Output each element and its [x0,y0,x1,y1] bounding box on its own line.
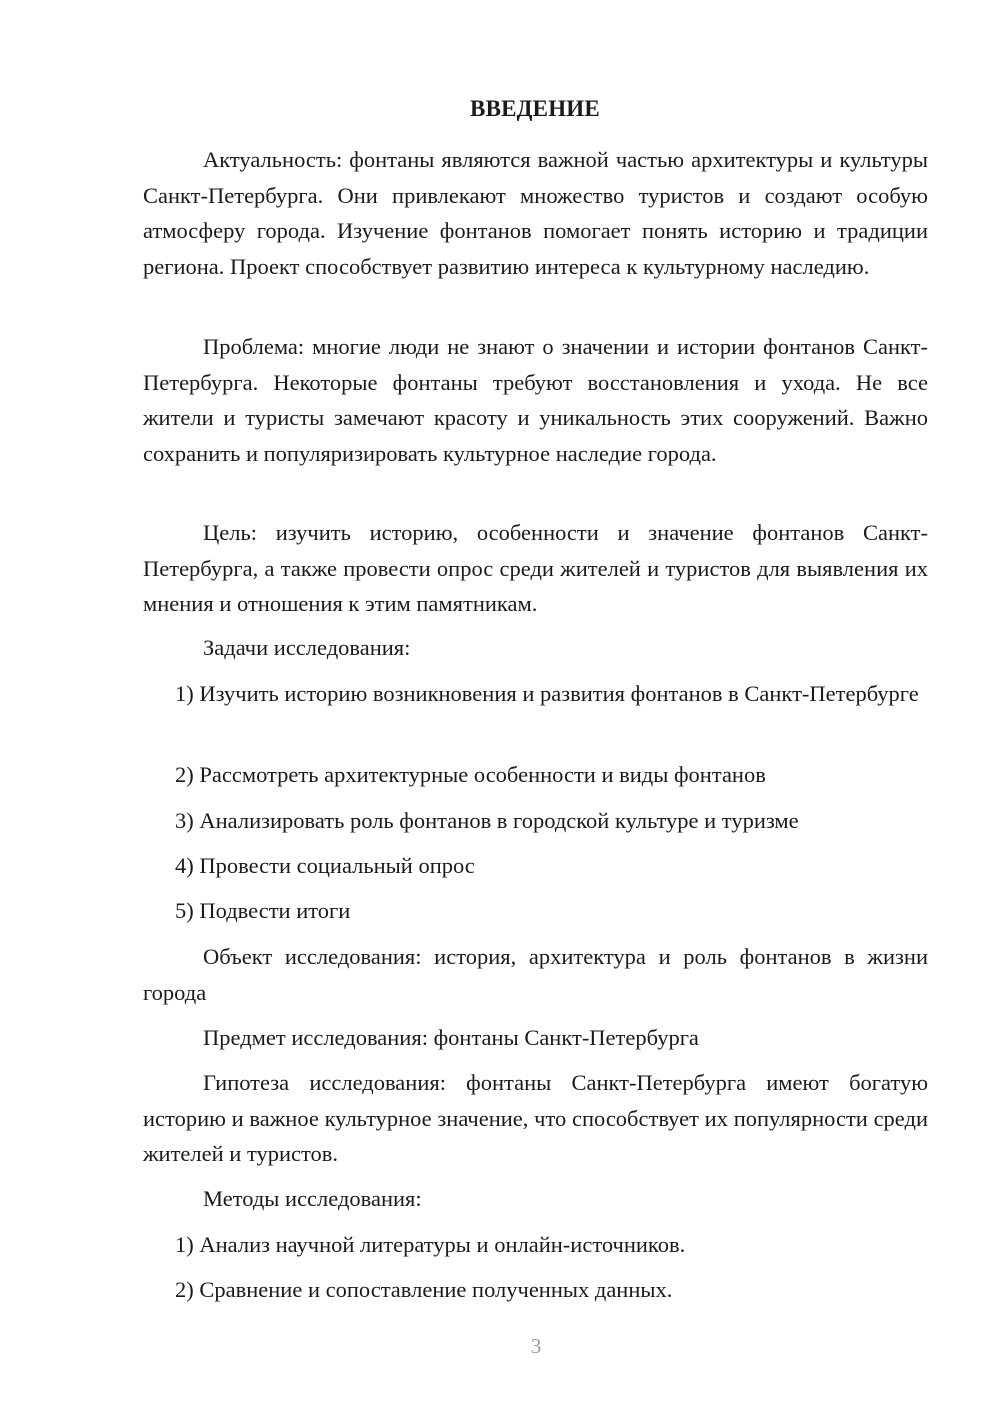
tasks-heading: Задачи исследования: [203,635,411,660]
method-item-2: 2) Сравнение и сопоставление полученных данных. [175,1277,673,1302]
task-item-1: 1) Изучить историю возникновения и развития фонтанов в Санкт-Петербурге [175,681,919,706]
task-item-5: 5) Подвести итоги [175,898,351,923]
task-item-4: 4) Провести социальный опрос [175,853,475,878]
task-item-3: 3) Анализировать роль фонтанов в городской культуре и туризме [175,808,799,833]
subject-paragraph: Предмет исследования: фонтаны Санкт-Петербурга [203,1025,699,1050]
task-item-2: 2) Рассмотреть архитектурные особенности и виды фонтанов [175,762,766,787]
goal-paragraph: Цель: изучить историю, особенности и значение фонтанов Санкт-Петербурга, а также провести опрос среди жителей и туристов для выявления их мнения и отношения к этим памятникам. [143,520,928,616]
page-number: 3 [530,1334,542,1358]
method-item-1: 1) Анализ научной литературы и онлайн-источников. [175,1232,686,1257]
methods-heading: Методы исследования: [203,1186,422,1211]
hypothesis-paragraph: Гипотеза исследования: фонтаны Санкт-Петербурга имеют богатую историю и важное культурное значение, что способствует их популярности среди жителей и туристов. [143,1070,928,1166]
page-title: ВВЕДЕНИЕ [470,96,600,121]
relevance-paragraph: Актуальность: фонтаны являются важной частью архитектуры и культуры Санкт-Петербурга. Они привлекают множество туристов и создают особую атмосферу города. Изучение фонтанов помогает понять историю и традиции региона. Проект способствует развитию интереса к культурному наследию. [143,147,928,279]
object-paragraph: Объект исследования: история, архитектура и роль фонтанов в жизни города [143,944,928,1005]
problem-paragraph: Проблема: многие люди не знают о значении и истории фонтанов Санкт-Петербурга. Некоторые фонтаны требуют восстановления и ухода. Не все жители и туристы замечают красоту и уникальность этих сооружений. Важно сохранить и популяризировать культурное наследие города. [143,334,928,466]
